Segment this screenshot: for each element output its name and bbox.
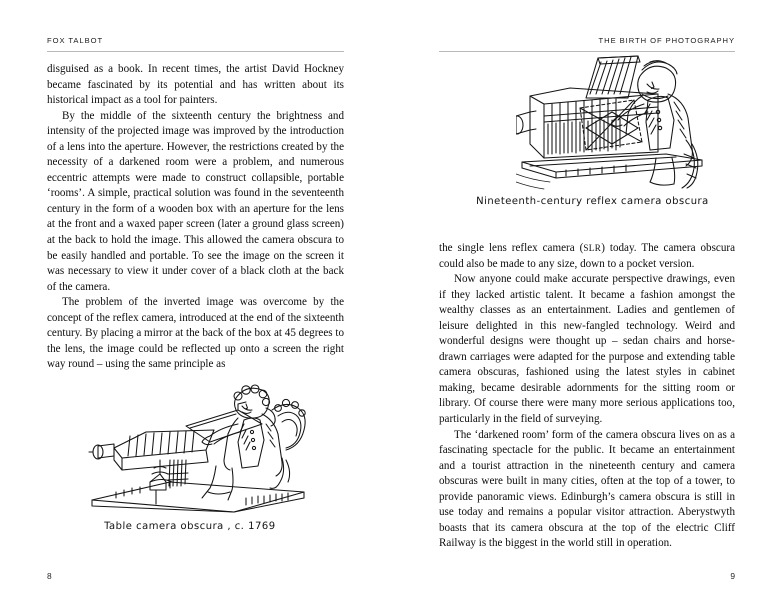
right-page-body-text	[439, 241, 735, 552]
table-camera-obscura-illustration	[86, 380, 326, 515]
header-rule-left	[47, 51, 344, 52]
reflex-camera-obscura-illustration	[516, 54, 746, 194]
folio-left: 8	[47, 571, 52, 581]
paragraph: By the middle of the sixteenth century the brightness and intensity of the projected image was improved by the introduction of a lens into the aperture. However, the restrictions created by the necessity of a darkened room were a problem, and numerous eccentric attempts were made to construct collapsible, portable ‘rooms’. A simple, practical solution was found in the seventeenth century in the form of a wooden box with an aperture for the lens at the front and a waxed paper screen (later a ground glass screen) at the back to hold the image. This allowed the camera obscura to be easily handled and portable. To see the image on the screen it was necessary to view it under cover of a black cloth at the back of the camera.	[47, 109, 344, 293]
folio-right: 9	[730, 571, 735, 581]
paragraph: The problem of the inverted image was overcome by the concept of the reflex camera, introduced at the end of the sixteenth century. By placing a mirror at the back of the box at 45 degrees to the lens, the image could be reflected up onto a screen the right way round – using the same principle as	[47, 296, 344, 371]
header-rule-right	[439, 51, 735, 52]
paragraph: the single lens reflex camera (SLR) today. The camera obscura could also be made to any size, down to a pocket version.	[439, 242, 735, 270]
left-page-body-text	[47, 62, 344, 373]
running-head-left: FOX TALBOT	[47, 36, 104, 45]
paragraph: disguised as a book. In recent times, the artist David Hockney became fascinated by its potential and has written about its historical impact as a tool for painters.	[47, 63, 344, 107]
running-head-right: THE BIRTH OF PHOTOGRAPHY	[598, 36, 735, 45]
figure-caption-left: Table camera obscura , c. 1769	[103, 521, 276, 532]
paragraph: Now anyone could make accurate perspective drawings, even if they lacked artistic talent. It became a fashion amongst the wealthy classes as an entertainment. Ladies and gentlemen of leisure delighted in this new-fangled technology. Weird and wonderful designs were thought up – sedan chairs and horse-drawn carriages were adapted for the purpose and extending table camera obscuras, fashioned using the latest styles in cabinet making, became desirable adornments for the sitting room or library. Of course there were many more serious applications too, particularly in the field of surveying.	[439, 273, 735, 426]
right-page	[391, 0, 782, 612]
figure-caption-right: Nineteenth-century reflex camera obscura	[475, 196, 709, 207]
paragraph: The ‘darkened room’ form of the camera obscura lives on as a fascinating spectacle for the public. It became an entertainment and a tourist attraction in the nineteenth century and camera obscuras were built in many cities, often at the top of a tower, to provide panoramic views. Edinburgh’s camera obscura is still in use today and remains a popular visitor attraction. Aberystwyth boasts that its camera obscura at the top of the electric Cliff Railway is the biggest in the world still in operation.	[439, 428, 735, 550]
slr-abbreviation: SLR	[583, 243, 602, 253]
